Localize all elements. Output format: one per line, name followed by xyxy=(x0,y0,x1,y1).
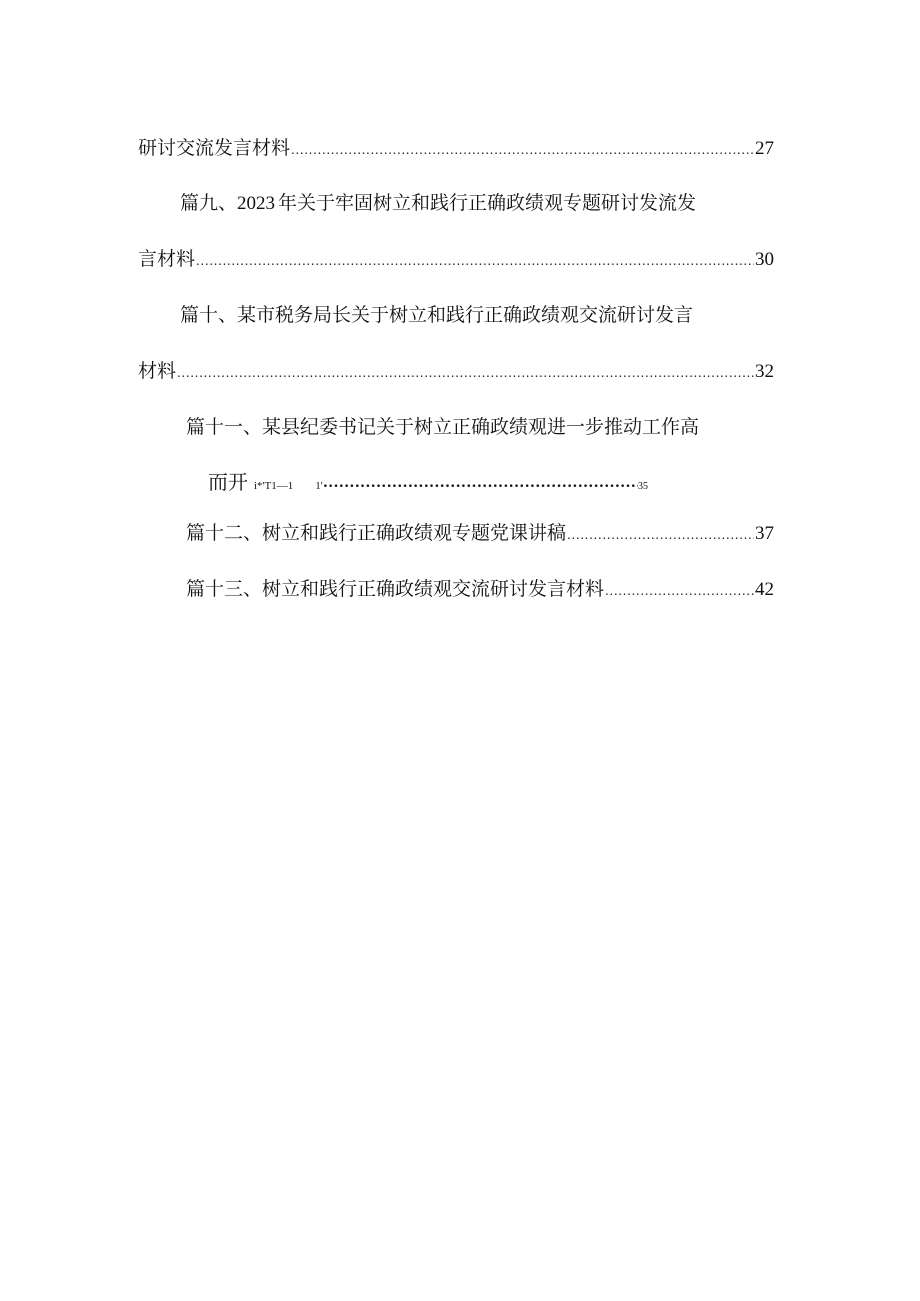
toc-page-number: 37 xyxy=(755,523,774,544)
toc-entry-year: 2023 xyxy=(237,193,276,214)
toc-entry-prefix: 篇九、 xyxy=(180,192,238,214)
toc-entry-9-continuation[interactable] xyxy=(138,246,774,274)
dot-leader xyxy=(323,482,638,492)
toc-entry-11-continuation[interactable] xyxy=(208,466,648,495)
dot-leader xyxy=(291,137,754,163)
toc-entry-text: 研讨交流发言材料 xyxy=(138,137,291,159)
toc-entry-11-title[interactable] xyxy=(186,414,699,440)
toc-entry-text: 而开 xyxy=(208,470,248,494)
dot-leader xyxy=(196,248,754,274)
toc-entry-10-continuation[interactable] xyxy=(138,358,774,386)
garbled-text: i*'T1—1 xyxy=(254,480,294,492)
toc-page-number: 35 xyxy=(638,481,648,492)
toc-entry-continuation[interactable] xyxy=(138,135,774,163)
toc-page-number: 42 xyxy=(755,579,774,600)
toc-entry-text: 言材料 xyxy=(138,248,196,270)
toc-page-number: 30 xyxy=(755,249,774,270)
dot-leader xyxy=(605,578,754,604)
dot-leader xyxy=(177,360,754,386)
toc-page-number: 27 xyxy=(755,138,774,159)
toc-entry-10-title[interactable] xyxy=(180,302,693,328)
toc-entry-13[interactable] xyxy=(186,576,774,604)
toc-entry-text: 年关于牢固树立和践行正确政绩观专题研讨发流发 xyxy=(278,192,697,214)
toc-entry-text: 篇十二、树立和践行正确政绩观专题党课讲稿 xyxy=(186,522,567,544)
toc-entry-12[interactable] xyxy=(186,520,774,548)
dot-leader xyxy=(567,522,754,548)
toc-page-number: 32 xyxy=(755,361,774,382)
toc-entry-text: 篇十一、某县纪委书记关于树立正确政绩观进一步推动工作高 xyxy=(186,416,700,438)
toc-entry-9-title[interactable] xyxy=(180,190,696,217)
garbled-text: 1' xyxy=(315,480,323,492)
toc-entry-text: 篇十、某市税务局长关于树立和践行正确政绩观交流研讨发言 xyxy=(180,304,694,326)
toc-entry-text: 篇十三、树立和践行正确政绩观交流研讨发言材料 xyxy=(186,578,605,600)
toc-entry-text: 材料 xyxy=(138,360,177,382)
